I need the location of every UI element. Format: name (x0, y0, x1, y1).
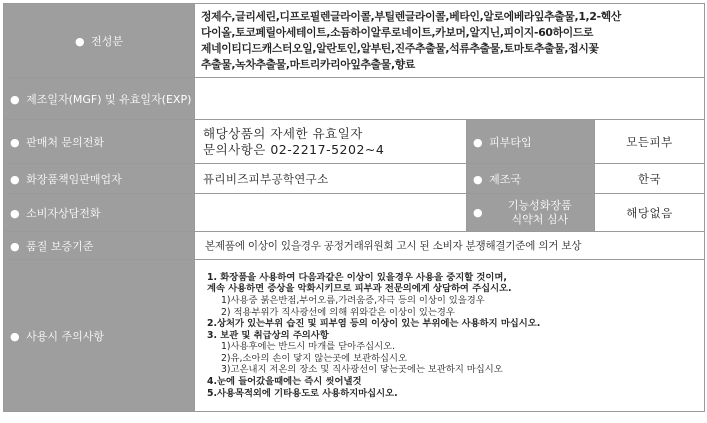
caution-label: ● 사용시 주의사항 (4, 260, 195, 412)
country-value: 한국 (595, 164, 705, 194)
seller-phone-value: 해당상품의 자세한 유효일자 문의사항은 02-2217-5202~4 (195, 120, 467, 164)
bullet-icon: ● (473, 172, 483, 186)
country-label: ● 제조국 (467, 164, 595, 194)
skin-type-label: ● 피부타입 (467, 120, 595, 164)
ingredients-line: 제네이티디드캐스터오일,알란토인,알부틴,진주추출물,석류추출물,토마토추출물,접시꽃 (201, 41, 599, 55)
caution-row (4, 260, 705, 412)
functional-label: ● 기능성화장품 식약처 심사 (467, 194, 595, 232)
consumer-phone-label: ● 소비자상담전화 (4, 194, 195, 232)
caution-line: 3. 보관 및 취급상의 주의사항 (207, 329, 329, 341)
mfg-value (195, 78, 705, 120)
consumer-row (4, 194, 705, 232)
seller-phone-label: ● 판매처 문의전화 (4, 120, 195, 164)
ingredients-row (4, 4, 705, 78)
caution-line: 2)유,소아의 손이 닿지 않는곳에 보관하십시오 (221, 352, 407, 364)
caution-value (195, 260, 705, 412)
bullet-icon: ● (473, 135, 483, 149)
bullet-icon: ● (10, 92, 20, 106)
manufacturer-row (4, 164, 705, 194)
skin-type-value: 모든피부 (595, 120, 705, 164)
bullet-icon: ● (10, 239, 20, 253)
bullet-icon: ● (10, 135, 20, 149)
mfg-label: ● 제조일자(MGF) 및 유효일자(EXP) (4, 78, 195, 120)
consumer-phone-value (195, 194, 467, 232)
functional-value: 해당없음 (595, 194, 705, 232)
ingredients-line: 정제수,글리세린,디프로필렌글라이콜,부틸렌글라이콜,베타인,알로에베라잎추출물,1,2-헥산 (201, 9, 622, 23)
quality-value: 본제품에 이상이 있을경우 공정거래위원회 고시 된 소비자 분쟁해결기준에 의거 보상 (195, 232, 705, 260)
quality-row (4, 232, 705, 260)
quality-label: ● 품질 보증기준 (4, 232, 195, 260)
caution-line: 2) 적용부위가 직사광선에 의해 위와같은 이상이 있는경우 (221, 306, 455, 318)
ingredients-line: 다이올,토코페릴아세테이트,소듐하이알루로네이트,카보머,알지닌,피이지-60하이드로 (201, 25, 594, 39)
product-info-table (3, 3, 705, 412)
caution-line: 5.사용목적외에 기타용도로 사용하지마십시오. (207, 387, 398, 399)
mfg-row (4, 78, 705, 120)
ingredients-line: 추출물,녹차추출물,마트리카리아잎추출물,향료 (201, 57, 415, 71)
caution-line: 1. 화장품을 사용하여 다음과같은 이상이 있을경우 사용을 중지할 것이며, (207, 271, 507, 283)
ingredients-value (195, 4, 705, 78)
caution-line: 1)사용중 붉은반점,부어오름,가려움증,자극 등의 이상이 있을경우 (221, 294, 485, 306)
manufacturer-value: 퓨리비즈피부공학연구소 (195, 164, 467, 194)
caution-line: 3)고온내지 저온의 장소 및 직사광선이 닿는곳에는 보관하지 마십시오 (221, 364, 503, 376)
bullet-icon: ● (10, 172, 20, 186)
bullet-icon: ● (10, 329, 20, 343)
caution-line: 2.상처가 있는부위 습진 및 피부염 등의 이상이 있는 부위에는 사용하지 마십시오. (207, 318, 541, 330)
bullet-icon: ● (75, 34, 85, 48)
caution-line: 1)사용후에는 반드시 마개를 닫아주십시오. (221, 341, 396, 353)
seller-row (4, 120, 705, 164)
manufacturer-label: ● 화장품책임판매업자 (4, 164, 195, 194)
bullet-icon: ● (473, 205, 483, 219)
ingredients-label: ● 전성분 (4, 4, 195, 78)
caution-line: 4.눈에 들어갔을때에는 즉시 씻어낼것 (207, 376, 362, 388)
bullet-icon: ● (10, 206, 20, 220)
caution-line: 계속 사용하면 증상을 악화시키므로 피부과 전문의에게 상담하여 주십시오. (207, 283, 512, 295)
